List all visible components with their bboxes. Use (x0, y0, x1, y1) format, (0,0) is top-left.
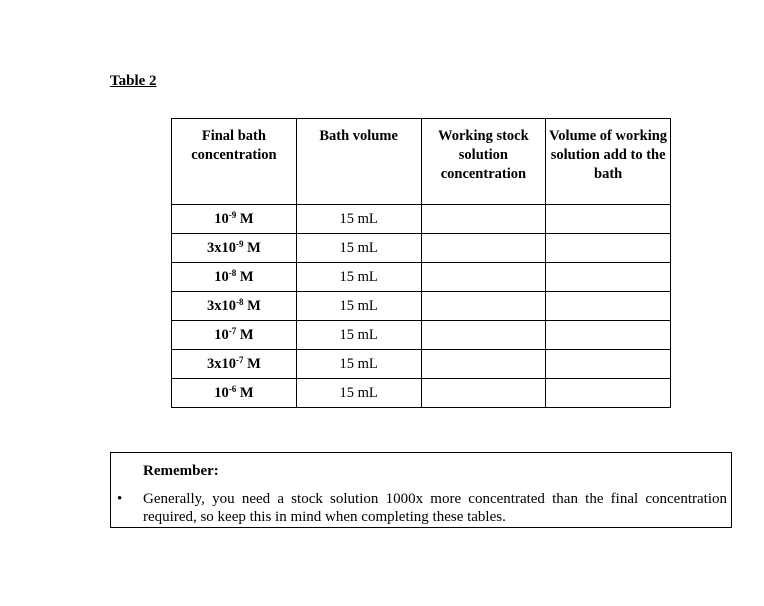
working-stock-concentration-cell (421, 292, 546, 321)
table-row (172, 205, 671, 234)
concentration-unit: M (239, 327, 254, 343)
reminder-text: Generally, you need a stock solution 1000x more concentrated than the final concentration required, so keep this in mind when completing these tables. (143, 491, 727, 525)
table-header-row (172, 119, 671, 205)
concentration-exponent: -9 (235, 239, 244, 249)
final-bath-concentration-cell (172, 379, 297, 408)
table-row (172, 263, 671, 292)
header-volume-working-solution: Volume of working solution add to the bath (546, 119, 671, 205)
working-stock-concentration-cell (421, 234, 546, 263)
concentration-unit: M (239, 385, 254, 401)
final-bath-concentration-cell (172, 234, 297, 263)
final-bath-concentration-cell (172, 321, 297, 350)
final-bath-concentration-cell (172, 263, 297, 292)
table-row (172, 292, 671, 321)
concentration-unit: M (247, 298, 261, 314)
concentration-table (171, 118, 671, 408)
concentration-unit: M (247, 356, 261, 372)
final-bath-concentration-cell (172, 292, 297, 321)
volume-working-solution-cell (546, 379, 671, 408)
table-row (172, 321, 671, 350)
concentration-exponent: -7 (235, 355, 244, 365)
concentration-base: 10 (214, 211, 229, 227)
bath-volume-cell: 15 mL (296, 234, 421, 263)
bath-volume-cell: 15 mL (296, 321, 421, 350)
volume-working-solution-cell (546, 263, 671, 292)
table-row (172, 379, 671, 408)
volume-working-solution-cell (546, 321, 671, 350)
table-row (172, 350, 671, 379)
concentration-exponent: -8 (228, 268, 237, 278)
final-bath-concentration-cell (172, 350, 297, 379)
header-final-bath-concentration: Final bath concentration (172, 119, 297, 205)
working-stock-concentration-cell (421, 205, 546, 234)
table-row (172, 234, 671, 263)
working-stock-concentration-cell (421, 263, 546, 292)
concentration-unit: M (239, 211, 254, 227)
header-working-stock-concentration: Working stock solution concentration (421, 119, 546, 205)
bath-volume-cell: 15 mL (296, 292, 421, 321)
concentration-coefficient: 3x (206, 240, 222, 256)
working-stock-concentration-cell (421, 379, 546, 408)
volume-working-solution-cell (546, 205, 671, 234)
volume-working-solution-cell (546, 350, 671, 379)
final-bath-concentration-cell (172, 205, 297, 234)
concentration-exponent: -9 (228, 210, 237, 220)
concentration-base: 10 (221, 298, 236, 314)
header-bath-volume: Bath volume (296, 119, 421, 205)
table-title: Table 2 (110, 73, 157, 89)
reminder-box (110, 452, 732, 528)
concentration-unit: M (247, 240, 261, 256)
concentration-coefficient: 3x (206, 356, 222, 372)
bullet-icon: • (117, 491, 123, 507)
concentration-exponent: -8 (235, 297, 244, 307)
volume-working-solution-cell (546, 234, 671, 263)
working-stock-concentration-cell (421, 350, 546, 379)
volume-working-solution-cell (546, 292, 671, 321)
bath-volume-cell: 15 mL (296, 263, 421, 292)
concentration-base: 10 (214, 269, 229, 285)
concentration-coefficient: 3x (206, 298, 222, 314)
concentration-exponent: -7 (228, 326, 237, 336)
reminder-heading: Remember: (143, 463, 219, 479)
concentration-exponent: -6 (228, 384, 237, 394)
bath-volume-cell: 15 mL (296, 379, 421, 408)
concentration-unit: M (239, 269, 254, 285)
bath-volume-cell: 15 mL (296, 350, 421, 379)
concentration-base: 10 (214, 327, 229, 343)
concentration-base: 10 (214, 385, 229, 401)
table-body (172, 205, 671, 408)
concentration-base: 10 (221, 240, 236, 256)
concentration-base: 10 (221, 356, 236, 372)
bath-volume-cell: 15 mL (296, 205, 421, 234)
working-stock-concentration-cell (421, 321, 546, 350)
